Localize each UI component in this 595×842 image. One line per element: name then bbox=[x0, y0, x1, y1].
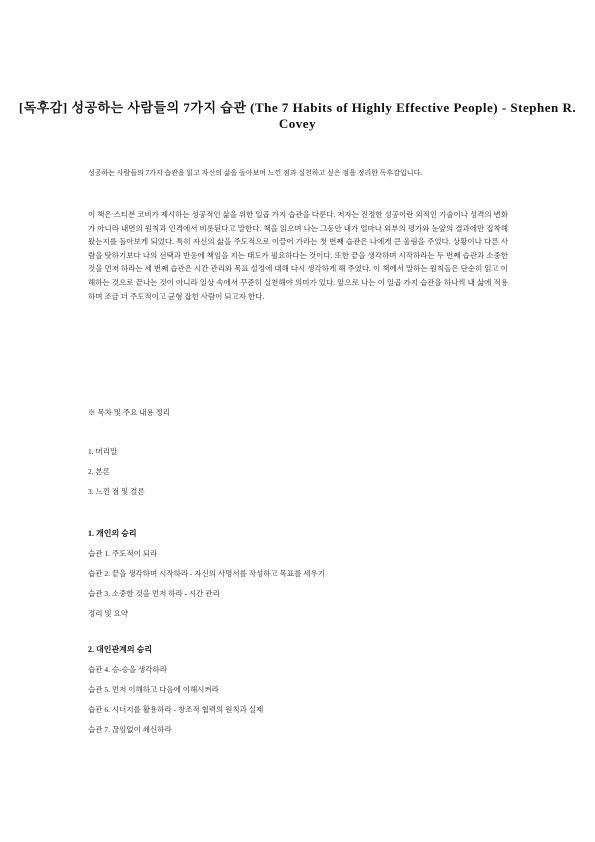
outline-group-public-victory bbox=[88, 640, 508, 740]
outline-item: 습관 5. 먼저 이해하고 다음에 이해시켜라 bbox=[88, 685, 219, 694]
outline-item: 습관 1. 주도적이 되라 bbox=[88, 549, 158, 558]
section-lead: ※ 목차 및 주요 내용 정리 bbox=[88, 408, 171, 417]
outline-heading: 2. 대인관계의 승리 bbox=[88, 645, 153, 654]
outline-group-private-victory bbox=[88, 524, 508, 624]
outline-group-intro bbox=[88, 442, 508, 502]
body-paragraph: 이 책은 스티븐 코비가 제시하는 성공적인 삶을 위한 일곱 가지 습관을 다룬다. 저자는 진정한 성공이란 외적인 기술이나 성격의 변화가 아니라 내면의 원칙과 인격에서 비롯된다고 말한다. 책을 읽으며 나는 그동안 내가 얼마나 외부의 평가와 눈앞의 결과에만 집착해 왔는지를 돌아보게 되었다. 특히 자신의 삶을 주도적으로 이끌어 가라는 첫 번째 습관은 나에게 큰 울림을 주었다. 상황이나 다른 사람을 탓하기보다 나의 선택과 반응에 책임을 지는 태도가 필요하다는 것이다. 또한 끝을 생각하며 시작하라는 두 번째 습관과 소중한 것을 먼저 하라는 세 번째 습관은 시간 관리와 목표 설정에 대해 다시 생각하게 해 주었다. 이 책에서 말하는 원칙들은 단순히 읽고 이해하는 것으로 끝나는 것이 아니라 일상 속에서 꾸준히 실천해야 의미가 있다. 앞으로 나는 이 일곱 가지 습관을 하나씩 내 삶에 적용하며 조금 더 주도적이고 균형 잡힌 사람이 되고자 한다. bbox=[88, 210, 508, 301]
outline-item: 습관 7. 끊임없이 쇄신하라 bbox=[88, 725, 172, 734]
document-title: [독후감] 성공하는 사람들의 7가지 습관 (The 7 Habits of Highly Effective People) - Stephen R. Covey bbox=[18, 100, 577, 131]
outline-item: 2. 본론 bbox=[88, 467, 110, 476]
outline-item: 습관 2. 끝을 생각하며 시작하라 - 자신의 사명서를 작성하고 목표를 세우기 bbox=[88, 569, 325, 578]
document-subtitle: 성공하는 사람들의 7가지 습관을 읽고 자신의 삶을 돌아보며 느낀 점과 실천하고 싶은 점을 정리한 독후감입니다. bbox=[88, 169, 423, 177]
outline-item: 습관 6. 시너지를 활용하라 - 창조적 협력의 원칙과 실제 bbox=[88, 705, 264, 714]
outline-item: 습관 3. 소중한 것을 먼저 하라 - 시간 관리 bbox=[88, 589, 220, 598]
outline-heading: 1. 개인의 승리 bbox=[88, 529, 137, 538]
outline-item: 3. 느낀 점 및 결론 bbox=[88, 487, 145, 496]
outline-item: 습관 4. 승-승을 생각하라 bbox=[88, 665, 167, 674]
outline-item: 정리 및 요약 bbox=[88, 609, 128, 618]
outline-item: 1. 머리말 bbox=[88, 447, 118, 456]
